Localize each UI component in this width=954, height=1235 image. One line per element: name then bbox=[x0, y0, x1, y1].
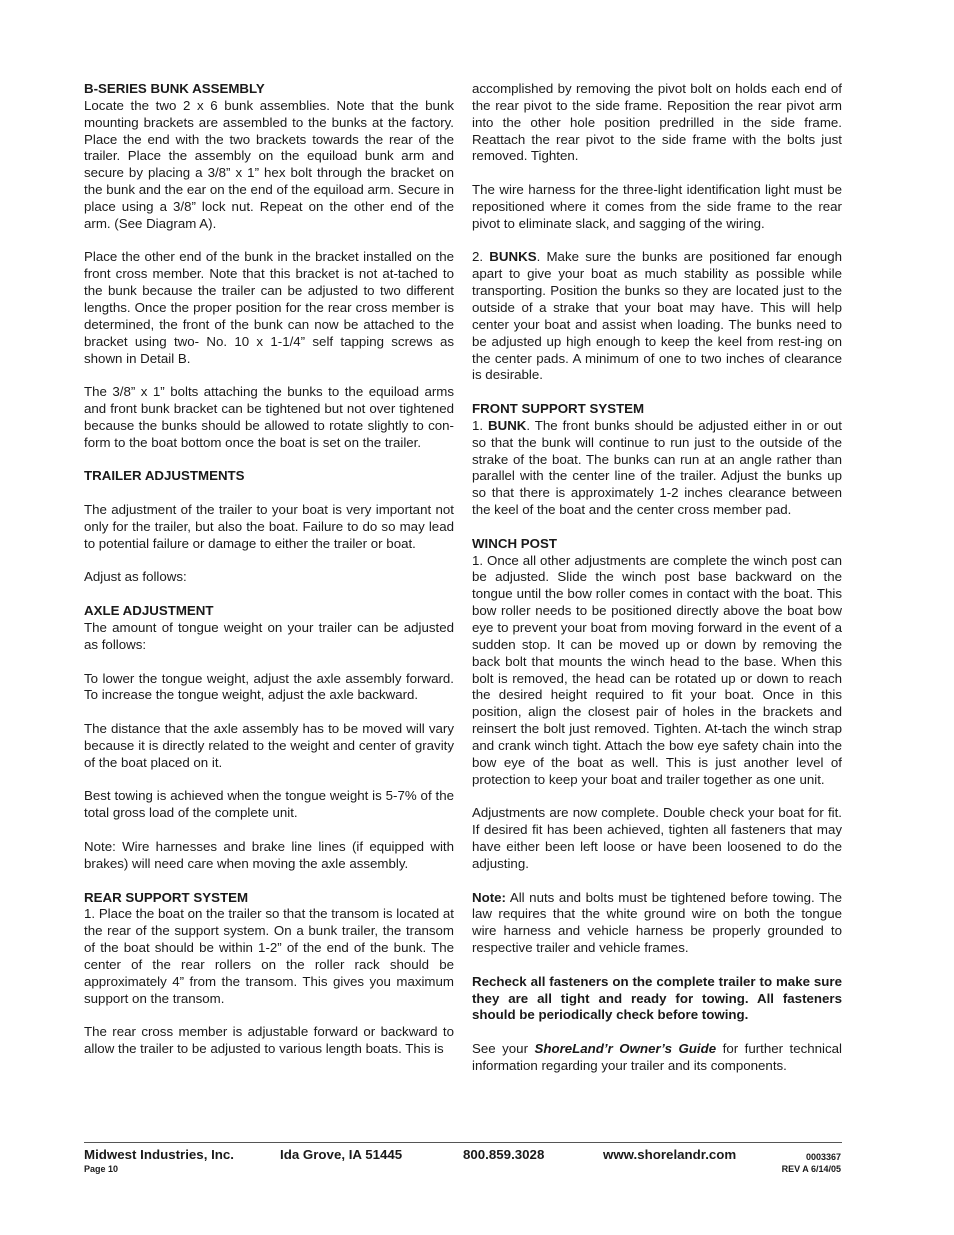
footer-company: Midwest Industries, Inc. bbox=[84, 1147, 234, 1162]
paragraph: The 3/8” x 1” bolts attaching the bunks to the equiload arms and front bunk bracket can be tightened but not over tightened because the bunks should be allowed to rotate slightly to con-form to the boat bottom once the boat is set on the trailer. bbox=[84, 384, 454, 450]
text: for further technical information regarding your trailer and its components. bbox=[472, 1041, 843, 1073]
paragraph: To lower the tongue weight, adjust the axle assembly forward. To increase the tongue weight, adjust the axle backward. bbox=[84, 670, 454, 703]
heading-axle-adjustment: AXLE ADJUSTMENT bbox=[84, 603, 214, 619]
footer-rule bbox=[84, 1142, 842, 1143]
text: . Make sure the bunks are positioned far enough apart to give your boat as much stability as possible while transporting. Position the bunks so they are located just to the outside of a strake that your boat may have. This will help center your boat and assist when loading. The bunks need to be adjusted up high enough to keep the keel from rest-ing on the center pads. A minimum of one to two inches of clearance is desirable. bbox=[472, 249, 842, 383]
paragraph: The adjustment of the trailer to your boat is very important not only for the trailer, but also the boat. Failure to do so may lead to potential failure or damage to either the trailer or boat. bbox=[84, 502, 454, 551]
paragraph: accomplished by removing the pivot bolt on holds each end of the rear pivot to the side frame. Reposition the rear pivot arm into the other hole position predrilled in the side frame. Reattach the rear pivot to the side frame with the bolts just removed. Tighten. bbox=[472, 81, 842, 164]
text: See your bbox=[472, 1041, 535, 1057]
heading-winch-post: WINCH POST bbox=[472, 535, 557, 551]
heading-trailer-adjustments: TRAILER ADJUSTMENTS bbox=[84, 468, 245, 484]
footer-page-number: Page 10 bbox=[84, 1164, 119, 1174]
paragraph: The rear cross member is adjustable forward or backward to allow the trailer to be adjusted to various length boats. This is bbox=[84, 1024, 454, 1057]
paragraph-bunks bbox=[472, 249, 842, 384]
footer-city: Ida Grove, IA 51445 bbox=[280, 1147, 403, 1162]
heading-front-support-system: FRONT SUPPORT SYSTEM bbox=[472, 401, 645, 417]
bold-text: Recheck all fasteners on the complete trailer to make sure they are all tight and ready for towing. All fasteners should be periodically check before towing. bbox=[472, 973, 842, 1023]
paragraph: 1. Once all other adjustments are complete the winch post can be adjusted. Slide the winch post base backward on the tongue until the bow roller comes in contact with the boat. This bow roller needs to be positioned directly above the boat bow eye to prevent your boat from moving forward in the event of a sudden stop. It can be moved up or down by removing the back bolt that mounts the winch head to the base. When this bolt is removed, the head can be rotated up or down to reach the desired height required to fit your boat. Once in this position, align the closest pair of holes in the brackets and reinsert the bolt just removed. Tighten. At-tach the winch strap and crank winch tight. Attach the bow eye safety chain into the bow eye of the boat as well. This is just another level of protection to keep your boat and trailer together as one unit. bbox=[472, 552, 842, 787]
paragraph: 1. Place the boat on the trailer so that the transom is located at the rear of the support system. On a bunk trailer, the transom of the boat should be within 1-2” of the end of the bunk. The center of the rear rollers on the roller rack should be approximately 4” from the transom. This gives you maximum support on the transom. bbox=[84, 906, 454, 1006]
paragraph: Place the other end of the bunk in the bracket installed on the front cross member. Note that this bracket is not at-tached to the bunk because the trailer can be adjusted to two different lengths. Once the proper position for the rear cross member is determined, the front of the bunk can now be attached to the bracket using two- No. 10 x 1-1/4” self tapping screws as shown in Detail B. bbox=[84, 249, 454, 366]
paragraph: The wire harness for the three-light identification light must be repositioned where it comes from the side frame to the rear pivot to eliminate slack, and sagging of the wiring. bbox=[472, 182, 842, 231]
footer-website: www.shorelandr.com bbox=[603, 1147, 737, 1162]
bold-term: BUNK bbox=[488, 417, 527, 433]
item-number: 1. bbox=[472, 417, 488, 433]
paragraph: Adjustments are now complete. Double check your boat for fit. If desired fit has been achieved, tighten all fasteners that may have either been left loose or have been loosened to do the adjusting. bbox=[472, 805, 842, 871]
left-column bbox=[84, 81, 454, 1058]
footer-doc-number: 0003367 bbox=[805, 1152, 841, 1162]
paragraph: Note: Wire harnesses and brake line lines (if equipped with brakes) will need care when moving the axle assembly. bbox=[84, 838, 454, 871]
paragraph: The distance that the axle assembly has to be moved will vary because it is directly related to the weight and center of gravity of the boat placed on it. bbox=[84, 721, 454, 770]
paragraph-note bbox=[472, 890, 842, 957]
heading-rear-support-system: REAR SUPPORT SYSTEM bbox=[84, 889, 249, 905]
item-number: 2. bbox=[472, 249, 490, 265]
paragraph: The amount of tongue weight on your trailer can be adjusted as follows: bbox=[84, 620, 454, 652]
footer-phone: 800.859.3028 bbox=[463, 1147, 545, 1162]
right-column bbox=[472, 81, 842, 1075]
text: All nuts and bolts must be tightened before towing. The law requires that the white ground wire on both the tongue wire harness and vehicle harness be properly grounded to respective trailer and vehicle frames. bbox=[472, 889, 842, 956]
heading-b-series-bunk-assembly: B-SERIES BUNK ASSEMBLY bbox=[84, 81, 265, 96]
paragraph-see-guide bbox=[472, 1041, 842, 1075]
text: . The front bunks should be adjusted either in or out so that the bunk will continue to run just to the outside of the strake of the boat. The bunks can run at an angle rather than parallel with the center line of the trailer. Adjust the bunks up so that there is approximately 1-2 inches clearance between the keel of the boat and the center cross member pad. bbox=[472, 417, 843, 518]
footer-revision: REV A 6/14/05 bbox=[781, 1164, 841, 1174]
paragraph: Locate the two 2 x 6 bunk assemblies. Note that the bunk mounting brackets are assembled to the bunks at the factory. Place the end with the two brackets towards the rear of the trailer. Place the assembly on the equiload bunk arm and secure by placing a 3/8” x 1” hex bolt through the bracket on the bunk and the ear on the end of the equiload arm. Secure in place using a 3/8” lock nut. Repeat on the other end of the arm. (See Diagram A). bbox=[84, 97, 454, 231]
paragraph: Adjust as follows: bbox=[84, 569, 187, 585]
paragraph: Best towing is achieved when the tongue weight is 5-7% of the total gross load of the complete unit. bbox=[84, 788, 454, 821]
bold-term: BUNKS bbox=[489, 249, 537, 265]
bold-term: Note: bbox=[472, 889, 506, 905]
guide-title: ShoreLand’r Owner’s Guide bbox=[534, 1041, 717, 1057]
paragraph-recheck bbox=[472, 974, 842, 1025]
paragraph-bunk bbox=[472, 418, 842, 519]
